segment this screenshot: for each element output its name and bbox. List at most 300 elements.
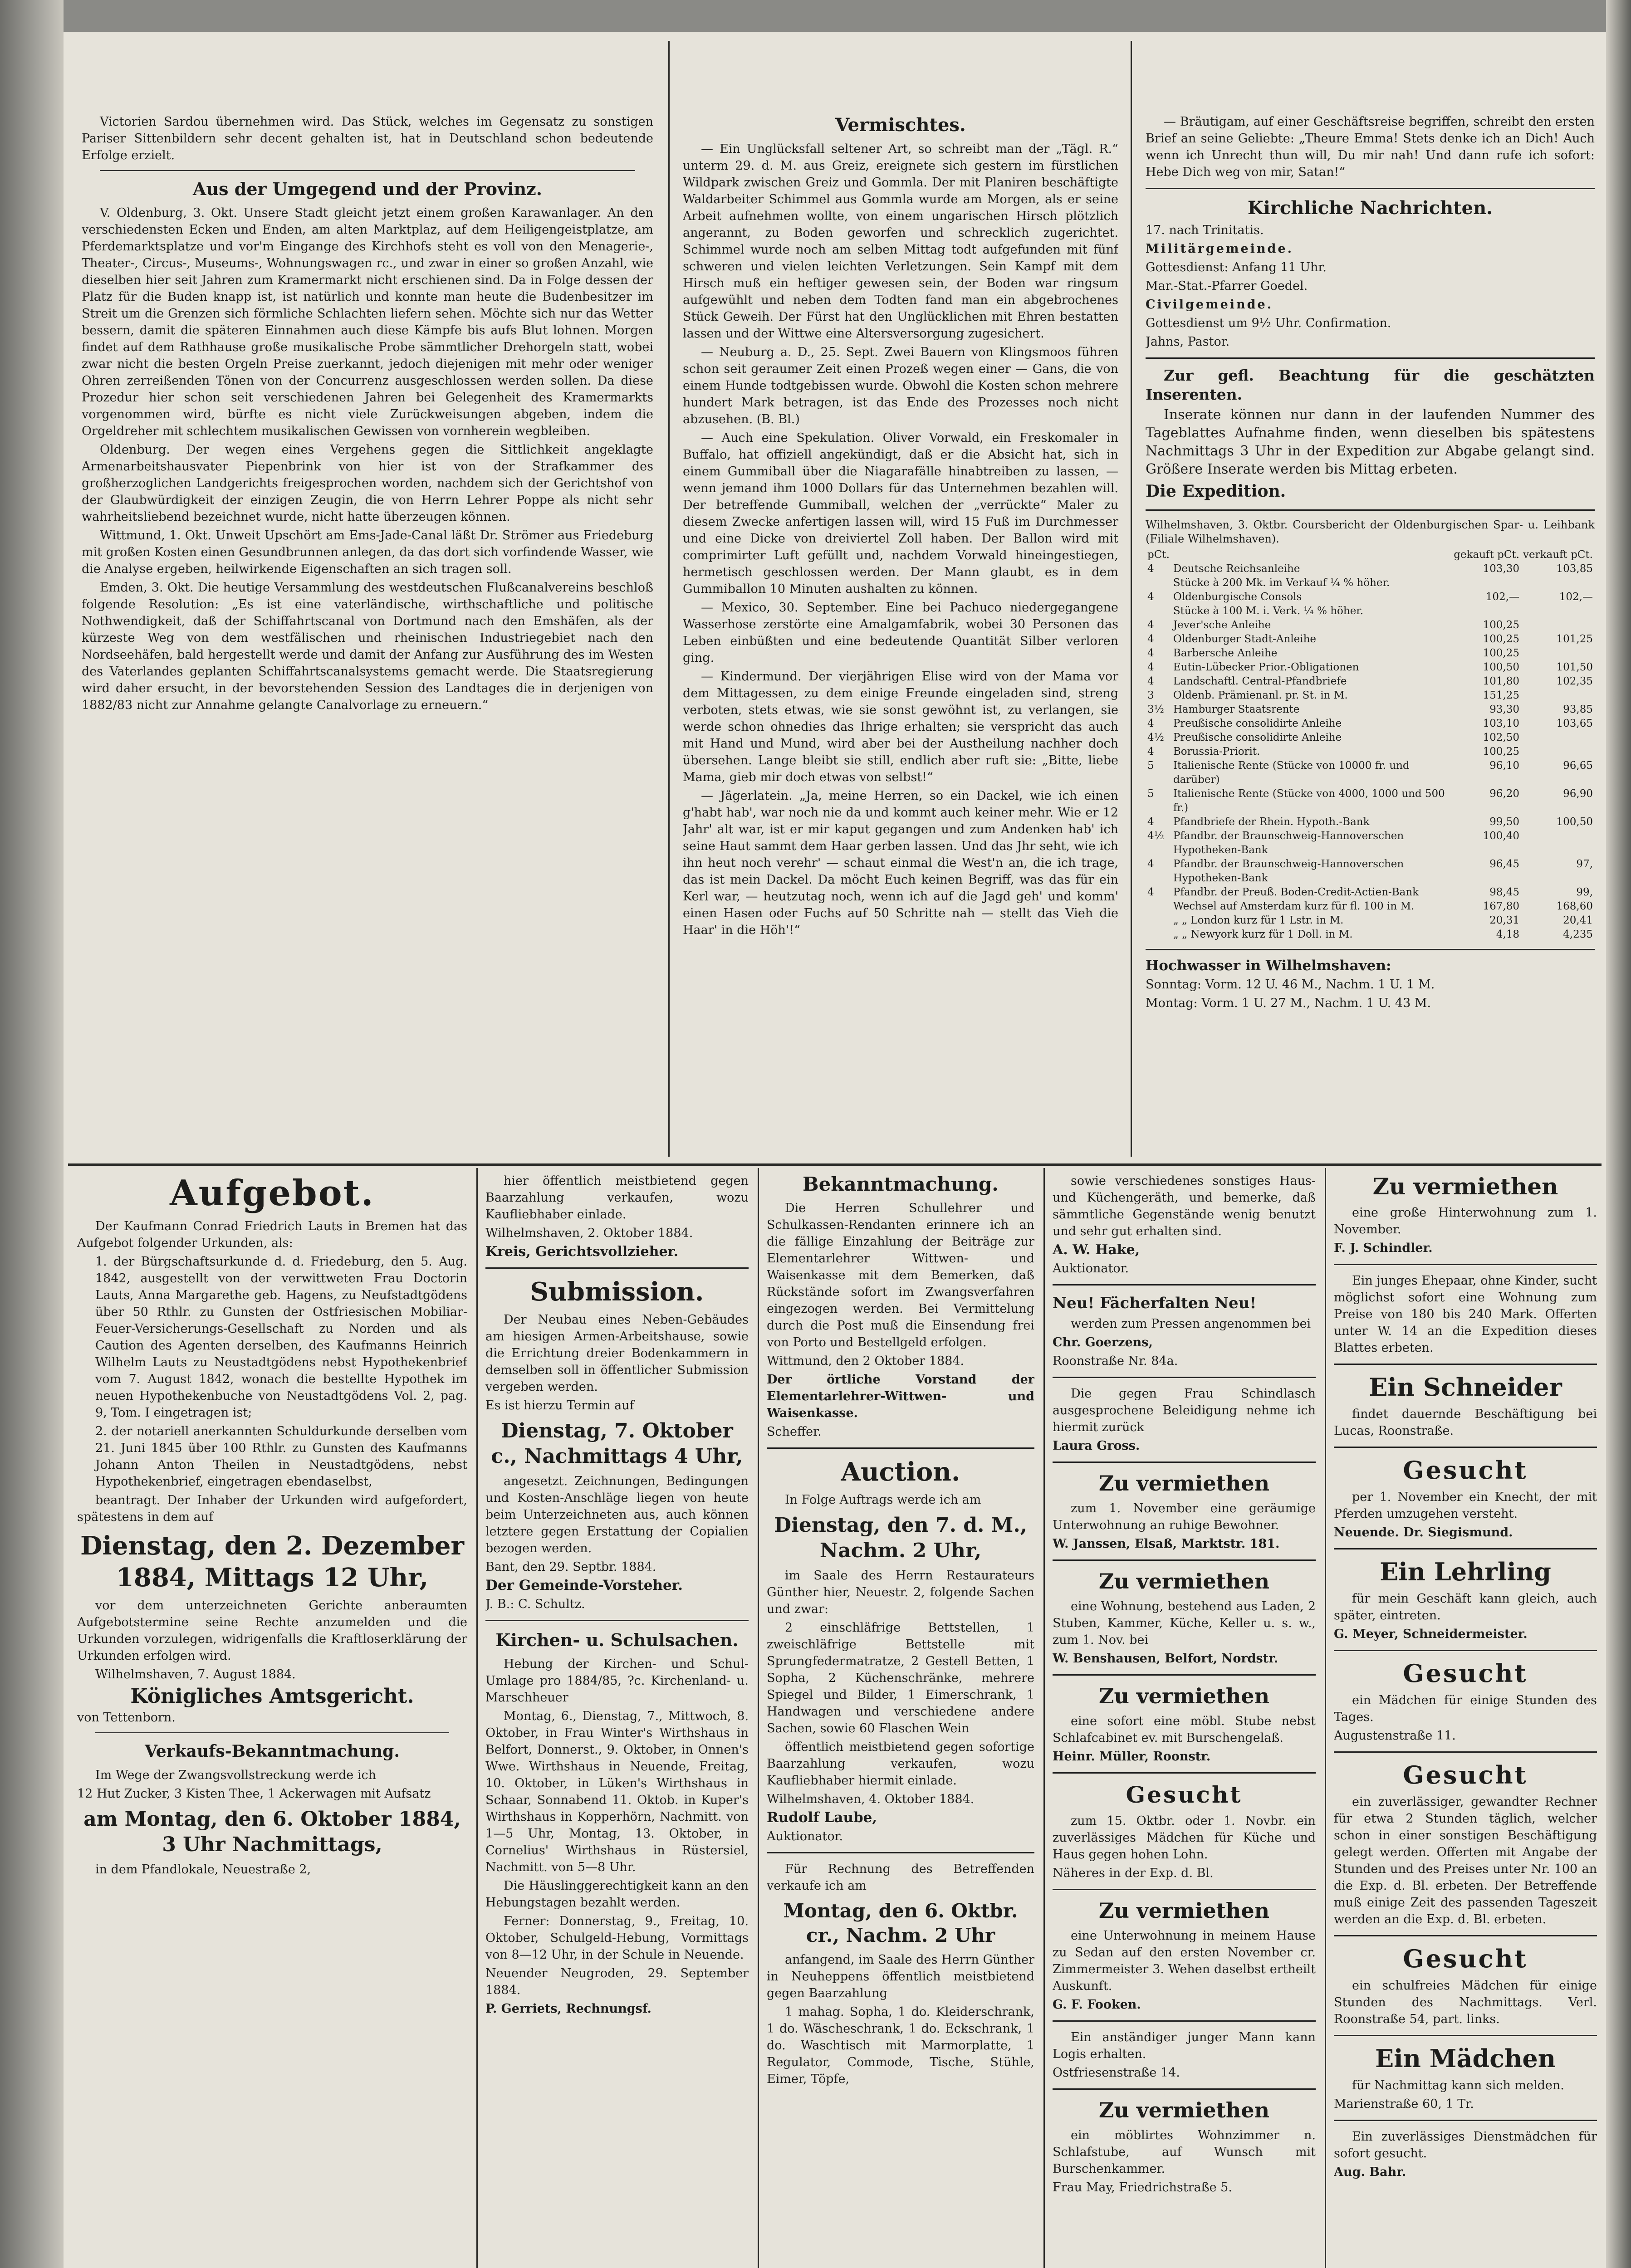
quote-cell: Oldenburgische Consols [1173,591,1302,603]
divider [1146,509,1595,511]
divider [1053,1377,1316,1378]
quote-cell: Oldenburger Stadt-Anleihe [1173,633,1317,645]
quote-row [1146,562,1595,576]
aufgebot-text: beantragt. Der Inhaber der Urkunden wird aufgefordert, spätestens in dem auf [77,1493,467,1524]
quote-cell: 168,60 [1556,900,1593,912]
church-line: Mar.-Stat.-Pfarrer Goedel. [1146,279,1308,293]
lodging-text: Ein anständiger junger Mann kann Logis erhalten. [1053,2030,1316,2061]
ad-column-2 [485,1173,749,2268]
quote-cell [1146,604,1171,618]
divider [1053,1772,1316,1774]
divider [1053,1674,1316,1676]
church-school-heading: Kirchen- u. Schulsachen. [495,1630,739,1650]
quotes-title: Wilhelmshaven, 3. Oktbr. Coursbericht der Oldenburgischen Spar- u. Leihbank (Filiale Wilhelmshaven). [1146,518,1595,545]
quote-cell: 3 [1147,689,1154,701]
divider [1146,949,1595,950]
new-label: Neu! [1053,1294,1095,1312]
quote-cell [1521,731,1595,745]
church-line: 17. nach Trinitatis. [1146,223,1264,237]
auction-place: Wilhelmshaven, 4. Oktober 1884. [767,1792,975,1806]
maid-address: Marienstraße 60, 1 Tr. [1334,2097,1474,2111]
quotes-body [1146,562,1595,942]
divider [767,1852,1034,1853]
quote-cell: Italienische Rente (Stücke von 4000, 1000 und 500 fr.) [1173,788,1445,814]
divider [95,1732,449,1733]
aufgebot-text: Der Kaufmann Conrad Friedrich Lauts in Bremen hat das Aufgebot folgender Urkunden, als: [77,1219,467,1250]
lodging-address: Ostfriesenstraße 14. [1053,2066,1180,2080]
auction-text: im Saale des Herrn Restaurateurs Günther hier, Neuestr. 2, folgende Sachen und zwar: [767,1569,1034,1616]
quote-row [1146,576,1595,590]
quotes-header-cell: pCt. [1147,549,1170,561]
maid-heading: Ein Mädchen [1375,2044,1556,2073]
quotes-header-cell [1171,548,1452,562]
wanted-heading: Gesucht [1403,1760,1528,1789]
rent-heading: Zu vermiethen [1098,2098,1270,2122]
announcement-place: Wittmund, den 2 Oktober 1884. [767,1354,965,1368]
top-column-3 [1146,113,1595,1157]
quote-cell: 96,20 [1489,788,1519,800]
quote-cell: 96,10 [1489,760,1519,772]
quote-cell: 103,10 [1483,718,1519,729]
retraction-text: Die gegen Frau Schindlasch ausgesprochene Beleidigung nehme ich hiermit zurück [1053,1387,1316,1434]
quote-cell: Pfandbr. der Braunschweig-Hannoverschen Hypotheken-Bank [1173,858,1404,884]
article-oldenburg-2: Oldenburg. Der wegen eines Vergehens gegen die Sittlichkeit angeklagte Armenarbeitshausvater Piepenbrink von hier ist von der Strafkammer des großherzoglichen Landgerichts freigesprochen worden, nachdem sich der Gerichtshof von der Glaubwürdigkeit der einzigen Zeugin, die von Herrn Lehrer Poppe als nicht sehr wahrheitsliebend bezeichnet wurde, nicht hatte überzeugen können. [82,443,653,524]
quote-cell [1521,604,1595,618]
announcement-heading: Bekanntmachung. [803,1173,999,1195]
quote-cell: 3½ [1147,704,1164,715]
divider [1053,1889,1316,1890]
quote-cell: 100,25 [1483,647,1519,659]
wanted-heading: Gesucht [1403,1456,1528,1485]
quote-cell [1521,646,1595,660]
rent-heading: Zu vermiethen [1098,1471,1270,1496]
new-label: Neu! [1214,1294,1257,1312]
quote-cell: Stücke à 100 M. i. Verk. ¼ % höher. [1173,605,1364,617]
article-neuburg: — Neuburg a. D., 25. Sept. Zwei Bauern von Klingsmoos führen schon seit geraumer Zeit einen Prozeß wegen einer — Gans, die von einem Hunde todtgebissen wurde. Obwohl die Kosten schon mehrere hundert Mark betragen, ist das Ende des Prozesses noch nicht abzusehen. (B. Bl.) [683,345,1118,426]
sale-heading: Verkaufs-Bekanntmachung. [145,1742,400,1761]
quote-cell [1146,928,1171,942]
column-rule [758,1168,759,2268]
quote-cell: 20,41 [1563,914,1593,926]
quote-cell: Pfandbr. der Preuß. Boden-Credit-Actien-Bank [1173,886,1419,898]
article-oldenburg-1: V. Oldenburg, 3. Okt. Unsere Stadt gleicht jetzt einem großen Karawanlager. An den verschiedensten Ecken und Enden, am alten Marktplaz, auf dem Heiligengeistplatze, am Pferdemarktsplatze und vor'm Eingange des Kirchhofs steht es voll von den Menagerie-, Theater-, Circus-, Museums-, Wohnungswagen rc., und zwar in einer so großen Anzahl, wie dieselben hier seit Jahren zum Kramermarkt nicht erschienen sind. Da in Folge dessen der Platz für die Buden knapp ist, ist natürlich und konnte man heute die Budenbesitzer im Streit um die Grenzen sich förmliche Schlachten liefern sehen. Möchte sich nur das Wetter bessern, damit die späteren Einnahmen auch diese Kämpfe bis aufs Blut lohnen. Morgen findet auf dem Rathhause große musikalische Probe sämmtlicher Drehorgeln statt, wobei zwar nicht die besten Orgeln Preise zuerkannt, jedoch diejenigen mit mehr oder weniger Ohren zerreißenden Tönen von der Concurrenz ausgeschlossen werden sollen. Da diese Prozedur hier schon seit verschiedenen Jahren bei Gelegenheit des Kramermarkts vorgenommen wird, bürfte es nicht viele Zurückweisungen abgeben, indem die Orgeldreher mit schlechtem musikalischen Gewissen von vornherein wegbleiben. [82,206,653,438]
ad-column-1 [77,1173,467,2268]
quote-cell: 102,50 [1483,732,1519,743]
submission-text: Der Neubau eines Neben-Gebäudes am hiesigen Armen-Arbeitshause, sowie die Errichtung dreier Bodenkammern in demselben soll in öffentlicher Submission vergeben werden. [485,1313,749,1394]
tide-heading: Hochwasser in Wilhelmshaven: [1146,958,1391,974]
divider [485,1267,749,1269]
quote-row [1146,618,1595,632]
quote-cell [1452,604,1521,618]
notice-signature: Die Expedition. [1146,482,1286,501]
auction-items: 2 einschläfrige Bettstellen, 1 zweischläfrige Bettstelle mit Sprungfedermatratze, 2 Gestell Betten, 1 Sopha, 2 Küchenschränke, mehrere Spiegel und Bilder, 1 Eimerschrank, 1 Handwagen und verschiedene andere Sachen, sowie 60 Flaschen Wein [767,1621,1034,1735]
rent-signature: Frau May, Friedrichstraße 5. [1053,2180,1232,2195]
quote-cell: 96,65 [1563,760,1593,772]
quote-row [1146,660,1595,675]
quote-cell: 4 [1147,591,1154,603]
tailor-text: findet dauernde Beschäftigung bei Lucas, Roonstraße. [1334,1407,1597,1438]
submission-heading: Submission. [530,1277,704,1307]
auction2-text: Für Rechnung des Betreffenden verkaufe ich am [767,1862,1034,1893]
announcement-signature: Scheffer. [767,1425,822,1439]
quote-cell: 151,25 [1483,689,1519,701]
ad-column-5 [1334,1173,1597,2268]
quotes-header-row [1146,548,1595,562]
tide-line: Montag: Vorm. 1 U. 27 M., Nachm. 1 U. 43 M. [1146,996,1431,1010]
column-rule [1043,1168,1045,2268]
rent-text: eine große Hinterwohnung zum 1. November. [1334,1206,1597,1237]
quote-cell: „ „ Newyork kurz für 1 Doll. in M. [1173,929,1353,940]
divider [1334,1935,1597,1936]
quote-row [1146,857,1595,885]
announcement-text: Die Herren Schullehrer und Schulkassen-Rendanten erinnere ich an die fällige Einzahlung der Beiträge zur Elementarlehrer Wittwen- und Waisenkasse mit dem Bemerken, daß Rückstände sofort im Zwangsverfahren eingezogen werden. Bei Vermittelung durch die Post muß die Einsendung frei von Porto und Bestellgeld erfolgen. [767,1201,1034,1349]
quote-cell: Borussia-Priorit. [1173,746,1260,758]
quote-cell: 100,25 [1483,619,1519,631]
ad-column-3 [767,1173,1034,2268]
article-braeutigam: — Bräutigam, auf einer Geschäftsreise begriffen, schreibt den ersten Brief an seine Geliebte: „Theure Emma! Stets denke ich an Dich! Auch wenn ich Unrecht thun will, Du mir nah! Und dann rufe ich sofort: Hebe Dich weg von mir, Satan!“ [1146,115,1595,179]
rent-signature: G. F. Fooken. [1053,1998,1141,2012]
quote-cell: 93,30 [1489,704,1519,715]
quote-cell: 4½ [1147,830,1164,842]
quote-row [1146,590,1595,604]
apprentice-heading: Ein Lehrling [1380,1557,1551,1586]
divider [1146,188,1595,189]
quote-cell: 4 [1147,563,1154,575]
quote-row [1146,717,1595,731]
quote-cell [1452,576,1521,590]
divider [767,1447,1034,1449]
divider [1334,2035,1597,2036]
apprentice-text: für mein Geschäft kann gleich, auch später, eintreten. [1334,1592,1597,1623]
quote-cell: Preußische consolidirte Anleihe [1173,732,1342,743]
servant-signature: Aug. Bahr. [1334,2165,1406,2179]
quote-cell: 100,50 [1483,661,1519,673]
maid-text: für Nachmittag kann sich melden. [1352,2078,1564,2092]
quotes-header-cell: verkauft pCt. [1523,549,1593,561]
divider [1334,2120,1597,2121]
sale-text: Im Wege der Zwangsvollstreckung werde ich [95,1768,376,1782]
quote-cell: Eutin-Lübecker Prior.-Obligationen [1173,661,1359,673]
divider [1053,2020,1316,2022]
notice-heading: Zur gefl. Beachtung für die geschätzten Inserenten. [1146,367,1595,403]
quote-cell: Italienische Rente (Stücke von 10000 fr. und darüber) [1173,760,1410,786]
quote-row [1146,689,1595,703]
rent-text: eine sofort eine möbl. Stube nebst Schlafcabinet ev. mit Burschengelaß. [1053,1714,1316,1745]
quote-cell: Pfandbr. der Braunschweig-Hannoverschen Hypotheken-Bank [1173,830,1404,856]
quote-cell: 101,80 [1483,675,1519,687]
quote-cell: 4 [1147,886,1154,898]
quote-cell: 167,80 [1483,900,1519,912]
wanted-heading: Gesucht [1126,1781,1243,1808]
top-column-1 [82,113,653,1166]
wanted-text: Näheres in der Exp. d. Bl. [1053,1866,1214,1880]
rent-heading: Zu vermiethen [1372,1173,1558,1200]
column-rule [476,1168,478,2268]
aufgebot-item: 2. der notariell anerkannten Schuldurkunde derselben vom 21. Juni 1845 über 100 Rthlr. zu Gunsten des Kaufmanns Johann Anton Theilen in Neustadtgödens, nebst Hypothekenbrief, eingetragen ebendaselbst, [95,1424,467,1489]
auction2-signature: Auktionator. [1053,1261,1129,1276]
notice-text: Inserate können nur dann in der laufenden Nummer des Tageblattes Aufnahme finden, wenn dieselben bis spätestens Nachmittags 3 Uhr in der Expedition zur Abgabe gelangt sind. Größere Inserate werden bis Mittag erbeten. [1146,407,1595,477]
divider [1334,1751,1597,1753]
quote-cell: 102,— [1559,591,1593,603]
quote-cell: 100,25 [1483,746,1519,758]
church-school-text: Die Häuslinggerechtigkeit kann an den Hebungstagen bezahlt werden. [485,1879,749,1910]
court-signature: von Tettenborn. [77,1711,176,1725]
quote-cell: 101,25 [1556,633,1593,645]
quote-cell: 98,45 [1489,886,1519,898]
binding-spine [0,0,64,2268]
quote-row [1146,885,1595,899]
wanted-text: ein schulfreies Mädchen für einige Stunden des Nachmittags. Verl. Roonstraße 54, part. links. [1334,1979,1597,2026]
aufgebot-text: vor dem unterzeichneten Gerichte anberaumten Aufgebotstermine seine Rechte anzumelden und die Urkunden vorzulegen, widrigenfalls die Kraftloserklärung der Urkunden erfolgen wird. [77,1598,467,1663]
article-emden: Emden, 3. Okt. Die heutige Versammlung des westdeutschen Flußcanalvereins beschloß folgende Resolution: „Es ist eine vaterländische, wirthschaftliche und politische Nothwendigkeit, daß der Schiffahrtscanal von Dortmund nach den Emshäfen, als der kürzeste Weg von dem westfälischen und rheinischen Industriegebiet nach den Nordseehäfen, bald hergestellt werde und damit der Anfang zur Ausführung des im Westen des Vaterlandes geplanten Schiffahrtscanalsystems gemacht werde. Die Staatsregierung wird daher ersucht, in der bevorstehenden Session des Landtages die in derjenigen von 1882/83 nicht zur Annahme gelangte Canalvorlage zu erneuern.“ [82,581,653,712]
divider [1334,1364,1597,1365]
rent-text: ein möblirtes Wohnzimmer n. Schlafstube, auf Wunsch mit Burschenkammer. [1053,2128,1316,2176]
quote-cell: 103,65 [1556,718,1593,729]
quotes-table [1146,548,1595,942]
quote-cell: 5 [1147,760,1154,772]
fan-folds-title: Fächerfalten [1100,1294,1210,1312]
sale-items: 12 Hut Zucker, 3 Kisten Thee, 1 Ackerwagen mit Aufsatz [77,1787,431,1801]
rent-heading: Zu vermiethen [1098,1898,1270,1923]
article-accident: — Ein Unglücksfall seltener Art, so schreibt man der „Tägl. R.“ unterm 29. d. M. aus Greiz, ereignete sich gestern im fürstlichen Wildpark zwischen Greiz und Gommla. Der mit Planiren beschäftigte Waldarbeiter Schimmel aus Gommla wurde am Morgen, als er seine Arbeit aufnehmen wollte, von einem ungarischen Hirsch plötzlich angerannt, zu Boden geworfen und schrecklich zugerichtet. Schimmel wurde noch am selben Mittag todt aufgefunden mit fünf schweren und vielen leichten Verletzungen. Sein Kampf mit dem Hirsch muß ein heftiger gewesen sein, der Boden war ringsum aufgewühlt und neben dem Todten fand man ein abgebrochenes Stück Geweih. Der Fürst hat den Unglücklichen mit Ehren bestatten lassen und der Wittwe eine Altersversorgung zugesichert. [683,142,1118,341]
quote-cell: 99, [1576,886,1593,898]
church-line: Civilgemeinde. [1146,298,1273,312]
misc-heading: Vermischtes. [835,114,966,136]
quote-cell: 4 [1147,858,1154,870]
aufgebot-heading: Aufgebot. [170,1173,375,1214]
quote-row [1146,759,1595,787]
quote-row [1146,646,1595,660]
wanted-heading: Gesucht [1403,1944,1528,1973]
quote-cell: 5 [1147,788,1154,800]
page-edge [1606,0,1631,2268]
quote-cell: 4 [1147,718,1154,729]
wanted-text: ein Mädchen für einige Stunden des Tages. [1334,1693,1597,1724]
submission-text: angesetzt. Zeichnungen, Bedingungen und Kosten-Anschläge liegen von heute beim Unterzeichneten aus, auch können letztere gegen Erstattung der Copialien bezogen werden. [485,1474,749,1555]
couple-text: Ein junges Ehepaar, ohne Kinder, sucht möglichst sofort eine Wohnung zum Preise von 180 bis 240 Mark. Offerten unter W. 14 an die Expedition dieses Blattes erbeten. [1334,1274,1597,1355]
rent-text: eine Wohnung, bestehend aus Laden, 2 Stuben, Kammer, Küche, Keller u. s. w., zum 1. Nov. bei [1053,1599,1316,1647]
auction2-signature: A. W. Hake, [1053,1242,1140,1258]
quote-cell: 20,31 [1489,914,1519,926]
church-line: Gottesdienst: Anfang 11 Uhr. [1146,260,1327,274]
divider [485,1620,749,1621]
quote-cell: 4 [1147,675,1154,687]
quote-row [1146,731,1595,745]
church-school-text: Ferner: Donnerstag, 9., Freitag, 10. Oktober, Schulgeld-Hebung, Vormittags von 8—12 Uhr, in der Schule in Neuende. [485,1914,749,1962]
auction2-text: sowie verschiedenes sonstiges Haus- und Küchengeräth, und bemerke, daß sämmtliche Gegenstände wenig benutzt und sehr gut erhalten sind. [1053,1174,1316,1238]
fan-folds-signature: Chr. Goerzens, [1053,1335,1153,1349]
auction2-items: 1 mahag. Sopha, 1 do. Kleiderschrank, 1 do. Wäscheschrank, 1 do. Eckschrank, 1 do. Waschtisch mit Marmorplatte, 1 Regulator, Commode, Tische, Stühle, Eimer, Töpfe, [767,2005,1034,2086]
quote-row [1146,675,1595,689]
rent-signature: Heinr. Müller, Roonstr. [1053,1750,1211,1764]
church-line: Gottesdienst um 9½ Uhr. Confirmation. [1146,316,1391,330]
quote-cell: Stücke à 200 Mk. im Verkauf ¼ % höher. [1173,577,1390,589]
quote-cell: 103,30 [1483,563,1519,575]
quote-cell: 93,85 [1563,704,1593,715]
auction-signature: Auktionator. [767,1829,843,1843]
divider [1053,1461,1316,1463]
divider [1053,1559,1316,1561]
tide-line: Sonntag: Vorm. 12 U. 46 M., Nachm. 1 U. 1 M. [1146,978,1435,992]
sale-text: hier öffentlich meistbietend gegen Baarzahlung verkaufen, wozu Kaufliebhaber einlade. [485,1174,749,1222]
sale-date: am Montag, den 6. Oktober 1884, 3 Uhr Nachmittags, [83,1808,461,1856]
church-heading: Kirchliche Nachrichten. [1247,197,1493,219]
divider [1146,357,1595,359]
divider [1334,1548,1597,1549]
rent-text: zum 1. November eine geräumige Unterwohnung an ruhige Bewohner. [1053,1501,1316,1532]
quote-row [1146,914,1595,928]
article-kindermund: — Kindermund. Der vierjährigen Elise wird von der Mama vor dem Mittagessen, zu dem einige Freunde eingeladen sind, streng verboten, stets etwas, wie sie sonst gewöhnt ist, zu verlangen, sie werde schon ohnedies das Ihrige erhalten; sie verspricht das auch mit Hand und Mund, wird aber bei der Austheilung nachher doch übersehen. Lange bleibt sie still, endlich aber ruft sie: „Bitte, liebe Mama, gieb mir doch etwas von selbst!“ [683,670,1118,784]
quote-cell [1146,914,1171,928]
wanted-heading: Gesucht [1403,1659,1528,1688]
quote-cell [1146,576,1171,590]
quote-cell: Hamburger Staatsrente [1173,704,1300,715]
quote-cell: Barbersche Anleihe [1173,647,1278,659]
church-line: Militärgemeinde. [1146,242,1293,256]
quote-cell: Deutsche Reichsanleihe [1173,563,1300,575]
quote-cell [1146,899,1171,914]
church-school-text: Montag, 6., Dienstag, 7., Mittwoch, 8. Oktober, in Frau Winter's Wirthshaus in Belfort, Donnerst., 9. Oktober, in Onnen's Wwe. Wirthshaus in Neuende, Freitag, 10. Oktober, in Lüken's Wirthshaus in Schaar, Sonnabend 11. Oktob. in Kuper's Wirthshaus in Kopperhörn, Nachmitt. von 1—5 Uhr, Montag, 13. Oktober, in Cornelius' Wirthshaus in Rüstersiel, Nachmitt. von 5—8 Uhr. [485,1709,749,1874]
quote-cell: 101,50 [1556,661,1593,673]
quote-cell: Pfandbriefe der Rhein. Hypoth.-Bank [1173,816,1370,828]
rent-signature: W. Benshausen, Belfort, Nordstr. [1053,1652,1278,1666]
quote-cell: Oldenb. Prämienanl. pr. St. in M. [1173,689,1348,701]
auction-heading: Auction. [841,1457,960,1487]
divider [1053,2088,1316,2090]
quote-cell: 97, [1576,858,1593,870]
tailor-heading: Ein Schneider [1369,1373,1562,1402]
aufgebot-date: Dienstag, den 2. Dezember 1884, Mittags 12 Uhr, [80,1531,465,1593]
divider [1334,1447,1597,1448]
aufgebot-item: 1. der Bürgschaftsurkunde d. d. Friedeburg, den 5. Aug. 1842, ausgestellt von der verwittweten Frau Doctorin Lauts, Anna Margarethe geb. Hagens, zu Neufstadtgödens über 50 Rthlr. zu Gunsten der Ostfriesischen Mobiliar-Feuer-Versicherungs-Gesellschaft zu Norden und als Caution des Agenten derselben, des Kaufmanns Heinrich Wilhelm Lauts zu Neustadtgödens nebst Hypothekenbrief vom 7. August 1842, wonach die bestellte Hypothek im neuen Hypothekenbuche von Neustadtgödens Vol. 2, pag. 9, Tom. I eingetragen ist; [95,1255,467,1420]
church-line: Jahns, Pastor. [1146,335,1230,349]
quote-cell: 4,18 [1496,929,1519,940]
auction-signature: Rudolf Laube, [767,1809,877,1826]
quote-cell [1521,689,1595,703]
quote-cell: 96,90 [1563,788,1593,800]
ad-column-4 [1053,1173,1316,2268]
quote-cell [1521,829,1595,857]
quote-cell: 4 [1147,647,1154,659]
quotes-header-cell: gekauft pCt. [1454,549,1519,561]
rent-heading: Zu vermiethen [1098,1684,1270,1708]
quote-cell: 100,50 [1556,816,1593,828]
aufgebot-place: Wilhelmshaven, 7. August 1884. [95,1667,296,1681]
submission-signature: J. B.: C. Schultz. [485,1597,585,1611]
quote-row [1146,703,1595,717]
auction-text: öffentlich meistbietend gegen sofortige Baarzahlung verkaufen, wozu Kaufliebhaber hiermit einlade. [767,1740,1034,1788]
fan-folds-signature: Roonstraße Nr. 84a. [1053,1354,1178,1368]
column-rule [1131,41,1132,1157]
submission-place: Bant, den 29. Septbr. 1884. [485,1560,656,1574]
article-mexico: — Mexico, 30. September. Eine bei Pachuco niedergegangene Wasserhose zerstörte eine Amalgamfabrik, wobei 30 Personen das Leben einbüßten und eine bedeutende Quantität Silber verloren ging. [683,601,1118,665]
article-wittmund: Wittmund, 1. Okt. Unweit Upschört am Ems-Jade-Canal läßt Dr. Strömer aus Friedeburg mit großen Kosten einen Gesundbrunnen anlegen, da das dort sich vorfindende Wasser, wie die Analyse ergeben, heilwirkende Eigenschaften an sich tragen soll. [82,528,653,576]
quote-cell: 100,25 [1483,633,1519,645]
rent-signature: W. Janssen, Elsaß, Marktstr. 181. [1053,1537,1280,1551]
quote-row [1146,604,1595,618]
wanted-signature: Neuende. Dr. Siegismund. [1334,1525,1513,1540]
quote-row [1146,787,1595,815]
retraction-signature: Laura Gross. [1053,1439,1140,1453]
wanted-text: zum 15. Oktbr. oder 1. Novbr. ein zuverlässiges Mädchen für Küche und Haus gegen hohen Lohn. [1053,1814,1316,1862]
quote-row [1146,829,1595,857]
wanted-text: ein zuverlässiger, gewandter Rechner für etwa 2 Stunden täglich, welcher schon in einer sonstigen Beschäftigung gelegt werden. Offerten mit Angabe der Stunden und des Preises unter Nr. 100 an die Exp. d. Bl. erbeten. Der Betreffende muß einige Zeit des passenden Tageszeit werden an die Exp. d. Bl. erbeten. [1334,1795,1597,1926]
quote-cell: 96,45 [1489,858,1519,870]
auction2-date: Montag, den 6. Oktbr. cr., Nachm. 2 Uhr [783,1900,1018,1946]
quote-cell: 100,40 [1483,830,1519,842]
divider [1053,1284,1316,1286]
quote-cell [1521,576,1595,590]
rent-signature: F. J. Schindler. [1334,1241,1433,1255]
quote-cell: 102,35 [1556,675,1593,687]
intro-text: Victorien Sardou übernehmen wird. Das Stück, welches im Gegensatz zu sonstigen Pariser Sittenbildern sehr decent gehalten ist, hat in Deutschland schon bedeutende Erfolge erzielt. [82,115,653,162]
column-rule [1325,1168,1326,2268]
quote-cell: 4 [1147,816,1154,828]
court-name: Königliches Amtsgericht. [130,1685,414,1708]
rent-text: eine Unterwohnung in meinem Hause zu Sedan auf den ersten November cr. Zimmermeister 3. Wehen daselbst ertheilt Auskunft. [1053,1929,1316,1993]
quote-cell: „ „ London kurz für 1 Lstr. in M. [1173,914,1344,926]
submission-text: Es ist hierzu Termin auf [485,1398,634,1413]
fan-folds-text: werden zum Pressen angenommen bei [1071,1317,1311,1331]
quote-row [1146,632,1595,646]
servant-text: Ein zuverlässiges Dienstmädchen für sofort gesucht. [1334,2130,1597,2160]
apprentice-signature: G. Meyer, Schneidermeister. [1334,1627,1528,1641]
quote-row [1146,815,1595,829]
quote-cell: 4,235 [1563,929,1593,940]
quote-cell: 103,85 [1556,563,1593,575]
top-column-2 [683,113,1118,1157]
quote-cell: 4½ [1147,732,1164,743]
announcement-signature: Der örtliche Vorstand der Elementarlehrer-Wittwen- und Waisenkasse. [767,1373,1034,1420]
auction2-text: anfangend, im Saale des Herrn Günther in Neuheppens öffentlich meistbietend gegen Baarzahlung [767,1953,1034,2000]
quote-row [1146,899,1595,914]
rent-heading: Zu vermiethen [1098,1569,1270,1593]
sale-place: Wilhelmshaven, 2. Oktober 1884. [485,1226,693,1240]
quote-row [1146,745,1595,759]
submission-signature: Der Gemeinde-Vorsteher. [485,1577,683,1593]
article-speculation: — Auch eine Spekulation. Oliver Vorwald, ein Freskomaler in Buffalo, hat offiziell angekündigt, daß er die Absicht hat, sich in einem Gummiball über die Niagarafälle hinabtreiben zu lassen, — wenn jemand ihm 1000 Dollars für das Unternehmen bezahlen will. Der betreffende Gummiball, welchen der „verrückte“ Maler zu diesem Zwecke anfertigen lassen will, wird 15 Fuß im Durchmesser und eine Dicke von dreiviertel Zoll haben. Der Ballon wird mit comprimirter Luft gefüllt und, nachdem Vorwald hineingestiegen, hermetisch geschlossen werden. Der Mann glaubt, es in dem Gummiballon 10 Minuten aushalten zu können. [683,431,1118,596]
church-school-text: Hebung der Kirchen- und Schul-Umlage pro 1884/85, ?c. Kirchenland- u. Marschheuer [485,1657,749,1705]
sale-signature: Kreis, Gerichtsvollzieher. [485,1244,679,1260]
fan-folds-heading [1053,1293,1316,1314]
newspaper-page [64,32,1606,2268]
quote-cell: Wechsel auf Amsterdam kurz für fl. 100 in M. [1173,900,1415,912]
quote-cell: 99,50 [1489,816,1519,828]
quote-cell: 4 [1147,661,1154,673]
wanted-text: per 1. November ein Knecht, der mit Pferden umzugehen versteht. [1334,1490,1597,1521]
sale-text: in dem Pfandlokale, Neuestraße 2, [95,1862,311,1877]
auction-text: In Folge Auftrags werde ich am [785,1493,981,1507]
church-school-place: Neuender Neugroden, 29. September 1884. [485,1966,749,1997]
wanted-address: Augustenstraße 11. [1334,1729,1456,1743]
church-school-signature: P. Gerriets, Rechnungsf. [485,2002,651,2016]
divider [1334,1264,1597,1265]
quote-cell: Jever'sche Anleihe [1173,619,1271,631]
article-jaegerlatein: — Jägerlatein. „Ja, meine Herren, so ein Dackel, wie ich einen g'habt hab', war noch nie da und kommt auch keiner mehr. Wie er 12 Jahr' alt war, ist er mir kaput gegangen und zum Andenken hab' ich seine Haut sammt dem Haar gerben lassen. Und das Jhr seht, wie ich ihn heut noch verehr' — schaut einmal die West'n an, die ich trage, das ist mein Dackel. Da möcht Euch keinen Begriff, was das für ein Kerl war, — heutzutag noch, wenn ich auf die Jagd geh' und komm' einen Hasen oder Fuchs auf 50 Schritte nah — stellt das Vieh die Haar' in die Höh'!“ [683,789,1118,937]
auction-date: Dienstag, den 7. d. M., Nachm. 2 Uhr, [774,1514,1027,1562]
quote-cell: Preußische consolidirte Anleihe [1173,718,1342,729]
quote-row [1146,928,1595,942]
quote-cell: 102,— [1485,591,1519,603]
divider [1334,1650,1597,1651]
quote-cell: 4 [1147,619,1154,631]
column-rule [668,41,670,1157]
submission-date: Dienstag, 7. Oktober c., Nachmittags 4 Uhr, [491,1419,743,1468]
quote-cell [1521,618,1595,632]
quote-cell: 4 [1147,633,1154,645]
quote-cell: 4 [1147,746,1154,758]
divider [100,170,635,171]
